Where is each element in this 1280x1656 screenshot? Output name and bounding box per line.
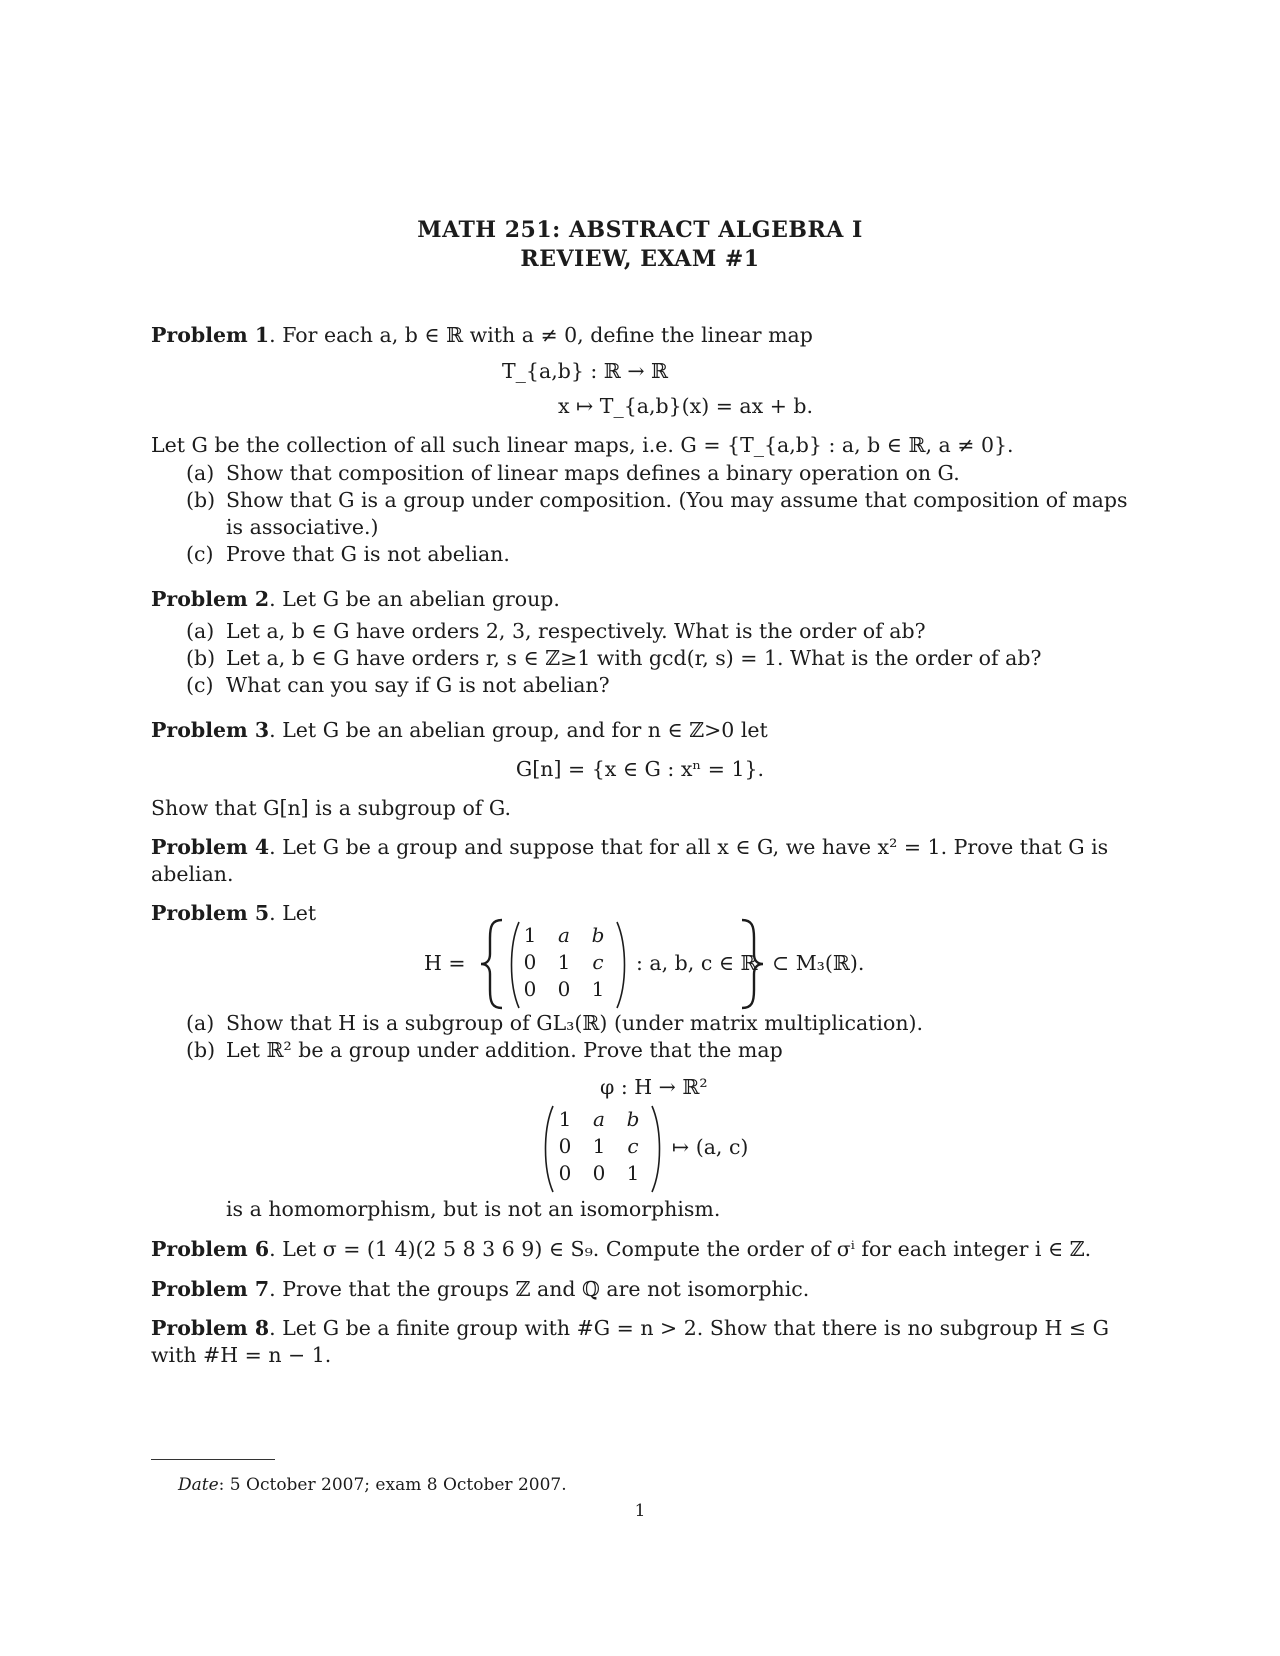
problem-8-label: Problem 8 xyxy=(151,1316,270,1340)
problem-3-after: Show that G[n] is a subgroup of G. xyxy=(151,796,512,820)
item-label: (b) xyxy=(186,1038,216,1062)
footnote-rule xyxy=(151,1459,275,1460)
item-text: Show that H is a subgroup of GL₃(ℝ) (under matrix multiplication). xyxy=(226,1011,924,1035)
footnote-date-label: Date xyxy=(178,1475,219,1495)
item-label: (c) xyxy=(186,542,214,566)
set-matrix xyxy=(513,922,615,1003)
matrix-cell: 0 xyxy=(557,977,571,1001)
problem-8 xyxy=(151,1315,1131,1369)
matrix-cell: 1 xyxy=(557,950,571,974)
page-number: 1 xyxy=(634,1501,646,1521)
problem-7 xyxy=(151,1276,1131,1303)
matrix-cell: 1 xyxy=(591,977,605,1001)
problem-2-intro xyxy=(151,586,1131,613)
problem-5-intro-text: . Let xyxy=(269,901,317,925)
matrix-cell: 0 xyxy=(523,977,537,1001)
footnote-date xyxy=(178,1472,567,1499)
problem-2-item-c xyxy=(186,672,1131,699)
left-brace-icon xyxy=(478,918,508,1010)
problem-1-label: Problem 1 xyxy=(151,323,270,347)
page-title-line1: MATH 251: ABSTRACT ALGEBRA I xyxy=(417,217,863,243)
matrix-cell: c xyxy=(627,1134,639,1158)
page-title-line2: REVIEW, EXAM #1 xyxy=(520,246,760,272)
matrix-cell: 1 xyxy=(592,1134,606,1158)
problem-6-text: . Let σ = (1 4)(2 5 8 3 6 9) ∈ S₉. Compute the order of σⁱ for each integer i ∈ ℤ. xyxy=(269,1237,1092,1261)
item-text: Show that composition of linear maps defines a binary operation on G. xyxy=(226,461,960,485)
item-label: (b) xyxy=(186,646,216,670)
item-text: Let a, b ∈ G have orders r, s ∈ ℤ≥1 with gcd(r, s) = 1. What is the order of ab? xyxy=(226,646,1042,670)
problem-1-item-b xyxy=(186,487,1131,541)
problem-1-display-line1: T_{a,b} : ℝ → ℝ xyxy=(502,359,669,383)
item-label: (a) xyxy=(186,1011,215,1035)
footnote-date-text: : 5 October 2007; exam 8 October 2007. xyxy=(218,1475,567,1495)
matrix-cell: a xyxy=(593,1107,605,1131)
right-paren-icon xyxy=(649,1104,665,1194)
problem-3-intro xyxy=(151,717,1131,744)
set-condition: : a, b, c ∈ ℝ xyxy=(636,951,758,975)
matrix-cell: 1 xyxy=(626,1161,640,1185)
map-line: φ : H → ℝ² xyxy=(600,1075,708,1099)
problem-6 xyxy=(151,1236,1131,1263)
problem-3-intro-text: . Let G be an abelian group, and for n ∈ ℤ>0 let xyxy=(269,718,768,742)
matrix-cell: 1 xyxy=(523,923,537,947)
problem-5-label: Problem 5 xyxy=(151,901,270,925)
problem-1-after: Let G be the collection of all such linear maps, i.e. G = {T_{a,b} : a, b ∈ ℝ, a ≠ 0}. xyxy=(151,433,1014,457)
item-label: (a) xyxy=(186,461,215,485)
problem-4-label: Problem 4 xyxy=(151,835,270,859)
problem-3-label: Problem 3 xyxy=(151,718,270,742)
item-text: Let a, b ∈ G have orders 2, 3, respectively. What is the order of ab? xyxy=(226,619,926,643)
problem-5-item-a xyxy=(186,1010,1131,1037)
matrix-cell: c xyxy=(592,950,604,974)
map-matrix xyxy=(548,1106,650,1187)
problem-5-after: is a homomorphism, but is not an isomorphism. xyxy=(226,1197,721,1221)
map-image: ↦ (a, c) xyxy=(672,1135,749,1159)
problem-4 xyxy=(151,834,1131,888)
item-label: (c) xyxy=(186,673,214,697)
problem-2-item-a xyxy=(186,618,1131,645)
problem-2-item-b xyxy=(186,645,1131,672)
item-text: What can you say if G is not abelian? xyxy=(226,673,610,697)
problem-1-intro xyxy=(151,322,1131,349)
matrix-cell: b xyxy=(626,1107,640,1131)
problem-7-text: . Prove that the groups ℤ and ℚ are not isomorphic. xyxy=(269,1277,810,1301)
problem-7-label: Problem 7 xyxy=(151,1277,270,1301)
set-lhs: H = xyxy=(424,951,466,975)
problem-1-intro-text: . For each a, b ∈ ℝ with a ≠ 0, define the linear map xyxy=(269,323,813,347)
problem-8-text: . Let G be a finite group with #G = n > 2. Show that there is no subgroup H ≤ G with #H = n − 1. xyxy=(151,1316,1109,1367)
matrix-cell: 0 xyxy=(558,1161,572,1185)
matrix-cell: 0 xyxy=(523,950,537,974)
right-paren-icon xyxy=(614,920,630,1010)
problem-5-intro xyxy=(151,900,1131,927)
item-text: Let ℝ² be a group under addition. Prove that the map xyxy=(226,1038,783,1062)
problem-1-item-a xyxy=(186,460,1131,487)
problem-3-display: G[n] = {x ∈ G : xⁿ = 1}. xyxy=(515,757,765,781)
right-brace-icon xyxy=(736,918,766,1010)
problem-1-display-line2: x ↦ T_{a,b}(x) = ax + b. xyxy=(558,394,814,418)
problem-1-item-c xyxy=(186,541,1131,568)
item-label: (b) xyxy=(186,488,216,512)
problem-2-label: Problem 2 xyxy=(151,587,270,611)
matrix-cell: a xyxy=(558,923,570,947)
problem-5-item-b xyxy=(186,1037,1131,1064)
problem-4-text: . Let G be a group and suppose that for all x ∈ G, we have x² = 1. Prove that G is abelian. xyxy=(151,835,1109,886)
item-text: Prove that G is not abelian. xyxy=(226,542,510,566)
matrix-cell: b xyxy=(591,923,605,947)
item-text: Show that G is a group under composition. (You may assume that composition of maps is associative.) xyxy=(226,488,1128,539)
item-label: (a) xyxy=(186,619,215,643)
problem-6-label: Problem 6 xyxy=(151,1237,270,1261)
set-rhs: ⊂ M₃(ℝ). xyxy=(772,951,865,975)
matrix-cell: 0 xyxy=(592,1161,606,1185)
problem-2-intro-text: . Let G be an abelian group. xyxy=(269,587,560,611)
matrix-cell: 1 xyxy=(558,1107,572,1131)
matrix-cell: 0 xyxy=(558,1134,572,1158)
